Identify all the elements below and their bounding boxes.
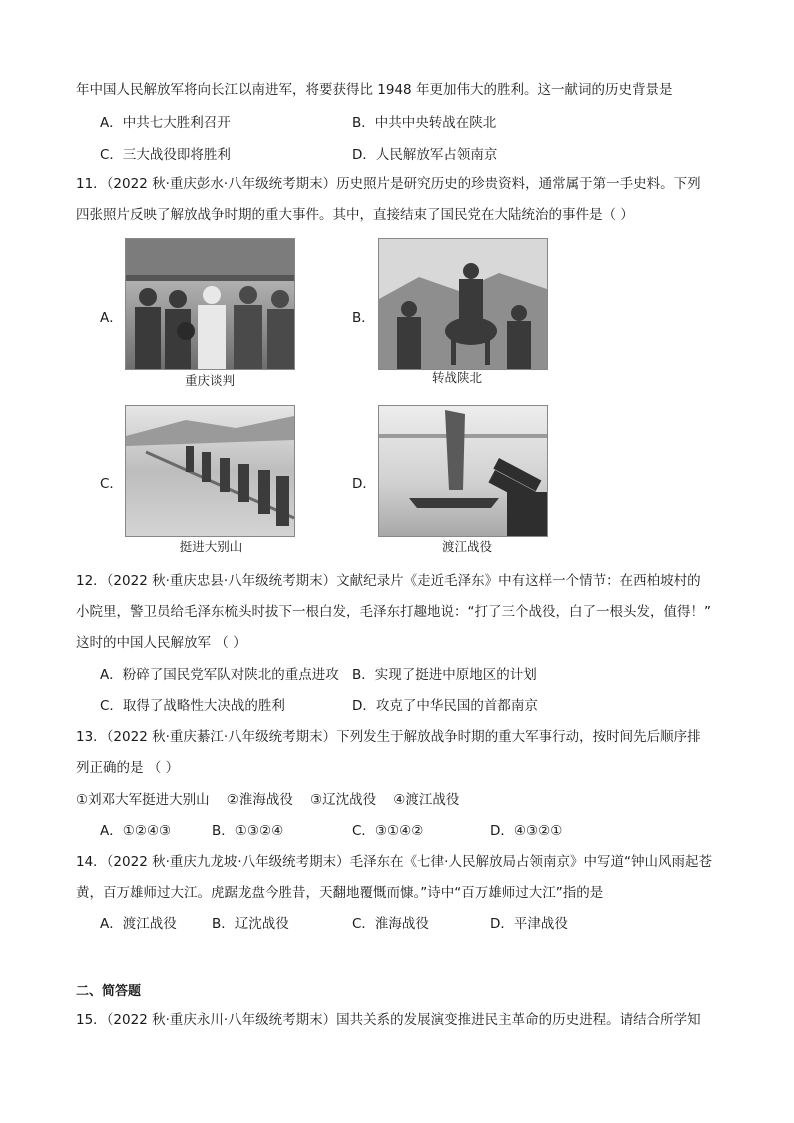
q14-option-c[interactable]: C．淮海战役 xyxy=(352,916,429,932)
q12-option-c[interactable]: C．取得了战略性大决战的胜利 xyxy=(100,698,285,714)
q11-photo-b-caption: 转战陕北 xyxy=(431,370,482,385)
q14-option-d[interactable]: D．平津战役 xyxy=(490,916,568,932)
q11-photo-d-letter[interactable]: D． xyxy=(352,476,376,492)
q10-option-a[interactable]: A．中共七大胜利召开 xyxy=(100,115,231,131)
q13-option-d[interactable]: D．④③②① xyxy=(490,823,563,839)
q10-option-b[interactable]: B．中共中央转战在陕北 xyxy=(352,115,497,131)
q11-photo-a-letter[interactable]: A． xyxy=(100,310,123,326)
q12-option-b[interactable]: B．实现了挺进中原地区的计划 xyxy=(352,667,537,683)
q10-stem-continuation: 年中国人民解放军将向长江以南进军，将要获得比 1948 年更加伟大的胜利。这一献词的历史背景是 xyxy=(76,82,673,98)
q11-photo-d-caption: 渡江战役 xyxy=(441,539,492,554)
q11-photo-a-image xyxy=(125,238,295,370)
q12-stem-line2: 小院里，警卫员给毛泽东梳头时拔下一根白发，毛泽东打趣地说：“打了三个战役，白了一根头发，值得！” xyxy=(76,604,711,620)
q11-photo-d-image xyxy=(378,405,548,537)
q11-stem-line2: 四张照片反映了解放战争时期的重大事件。其中，直接结束了国民党在大陆统治的事件是（ ） xyxy=(76,207,634,223)
q10-option-c[interactable]: C．三大战役即将胜利 xyxy=(100,147,231,163)
q11-photo-c-image xyxy=(125,405,295,537)
q10-option-d[interactable]: D．人民解放军占领南京 xyxy=(352,147,498,163)
q11-photo-b-image xyxy=(378,238,548,370)
q14-option-a[interactable]: A．渡江战役 xyxy=(100,916,177,932)
q13-option-b[interactable]: B．①③②④ xyxy=(212,823,284,839)
q11-stem-line1: 11．（2022 秋·重庆彭水·八年级统考期末）历史照片是研究历史的珍贵资料，通常属于第一手史料。下列 xyxy=(76,176,701,192)
q11-photo-c-letter[interactable]: C． xyxy=(100,476,123,492)
q15-stem-line1: 15．（2022 秋·重庆永川·八年级统考期末）国共关系的发展演变推进民主革命的历史进程。请结合所学知 xyxy=(76,1012,701,1028)
q12-option-a[interactable]: A．粉碎了国民党军队对陕北的重点进攻 xyxy=(100,667,339,683)
q14-option-b[interactable]: B．辽沈战役 xyxy=(212,916,289,932)
q13-stem-line2: 列正确的是 （ ） xyxy=(76,760,180,776)
q11-photo-b-letter[interactable]: B． xyxy=(352,310,375,326)
q13-stem-line1: 13．（2022 秋·重庆綦江·八年级统考期末）下列发生于解放战争时期的重大军事行动，按时间先后顺序排 xyxy=(76,729,701,745)
q13-option-c[interactable]: C．③①④② xyxy=(352,823,424,839)
q12-stem-line1: 12．（2022 秋·重庆忠县·八年级统考期末）文献纪录片《走近毛泽东》中有这样一个情节：在西柏坡村的 xyxy=(76,573,701,589)
q12-option-d[interactable]: D．攻克了中华民国的首都南京 xyxy=(352,698,538,714)
section-title-short-answer: 二、简答题 xyxy=(76,984,142,999)
q14-stem-line2: 黄，百万雄师过大江。虎踞龙盘今胜昔，天翻地覆慨而慷。”诗中“百万雄师过大江”指的是 xyxy=(76,885,604,901)
q11-photo-a-caption: 重庆谈判 xyxy=(184,373,235,388)
q14-stem-line1: 14．（2022 秋·重庆九龙坡·八年级统考期末）毛泽东在《七律·人民解放局占领南京》中写道“钟山风雨起苍 xyxy=(76,854,712,870)
q13-option-a[interactable]: A．①②④③ xyxy=(100,823,172,839)
q13-items: ①刘邓大军挺进大别山 ②淮海战役 ③辽沈战役 ④渡江战役 xyxy=(76,792,460,808)
q11-photo-c-caption: 挺进大别山 xyxy=(179,539,243,554)
q12-stem-line3: 这时的中国人民解放军 （ ） xyxy=(76,635,247,651)
